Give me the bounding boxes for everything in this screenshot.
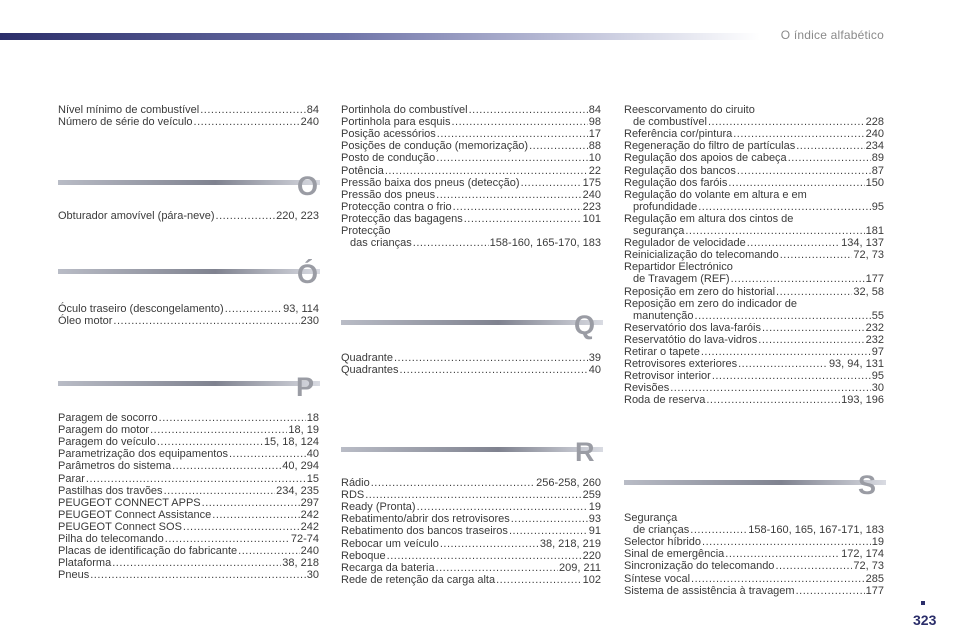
entry-text: Pneus <box>58 569 90 582</box>
entry-page: 193, 196 <box>841 394 884 407</box>
leader-dots <box>690 524 747 536</box>
index-entry <box>58 557 319 569</box>
leader-dots <box>780 249 853 261</box>
entry-page: 17 <box>588 128 601 141</box>
entry-text: RDS <box>341 489 365 502</box>
index-entry <box>58 569 319 581</box>
leader-dots <box>670 382 871 394</box>
entry-text: Recarga da bateria <box>341 561 435 574</box>
index-entry <box>58 303 319 315</box>
leader-dots <box>758 334 864 346</box>
leader-dots <box>762 322 865 334</box>
leader-dots <box>440 538 539 550</box>
entry-text: Pilha do telecomando <box>58 533 164 545</box>
entry-page: 30 <box>871 382 884 395</box>
index-entry <box>341 501 601 513</box>
entry-page: 134, 137 <box>841 237 884 250</box>
entry-page: 40, 294 <box>282 460 319 473</box>
section-letter: S <box>858 470 877 500</box>
entry-page: 15 <box>306 472 319 485</box>
entry-page: 84 <box>306 104 319 116</box>
entry-text: Protecção das bagagens <box>341 212 463 225</box>
leader-dots <box>747 237 840 249</box>
entry-text: Posições de condução (memorização) <box>341 140 529 153</box>
index-entry <box>633 524 884 536</box>
entry-text: Rebocar um veículo <box>341 537 439 550</box>
entry-text: Nível mínimo de combustível <box>58 104 200 116</box>
entry-page: 22 <box>588 164 601 177</box>
entry-text: Potência <box>341 164 384 177</box>
entry-text: Óculo traseiro (descongelamento) <box>58 303 224 315</box>
leader-dots <box>437 128 588 140</box>
entry-page: 10 <box>588 152 601 165</box>
leader-dots <box>691 573 865 585</box>
leader-dots <box>194 116 300 128</box>
entry-page: 220, 223 <box>276 210 319 222</box>
leader-dots <box>728 177 864 189</box>
entry-page: 91 <box>588 525 601 538</box>
entry-page: 285 <box>865 572 884 585</box>
entry-page: 97 <box>871 346 884 358</box>
entry-page: 38, 218 <box>282 557 319 570</box>
index-entry <box>341 574 601 586</box>
entry-text: manutenção <box>633 309 694 322</box>
index-entry <box>341 513 601 525</box>
entry-page: 181 <box>865 225 884 237</box>
leader-dots <box>776 286 852 298</box>
index-entry <box>58 315 319 327</box>
index-entry <box>341 477 601 489</box>
index-entry <box>341 189 601 201</box>
index-heading-line: Regulação em altura dos cintos de <box>624 212 794 225</box>
index-entry <box>633 116 884 128</box>
index-entry <box>341 364 601 376</box>
leader-dots <box>172 460 281 472</box>
leader-dots <box>159 412 306 424</box>
entry-text: Sincronização do telecomando <box>624 560 775 573</box>
index-entry <box>624 573 884 585</box>
entry-text: Placas de identificação do fabricante <box>58 545 238 558</box>
page-number: 323 <box>913 612 937 628</box>
index-entry <box>624 585 884 597</box>
index-entry <box>341 177 601 189</box>
index-entry <box>58 436 319 448</box>
leader-dots <box>796 140 864 152</box>
entry-page: 242 <box>300 520 319 533</box>
leader-dots <box>399 364 587 376</box>
index-entry <box>624 548 884 560</box>
entry-page: 93, 114 <box>283 303 319 315</box>
entry-text: PEUGEOT CONNECT APPS <box>58 496 201 509</box>
entry-page: 89 <box>871 152 884 165</box>
section-letter: Ó <box>297 259 319 289</box>
leader-dots <box>464 213 582 225</box>
index-heading-line: Segurança <box>624 512 678 524</box>
entry-text: Parâmetros do sistema <box>58 460 172 473</box>
index-heading-line: Regulação do volante em altura e em <box>624 188 807 201</box>
leader-dots <box>150 424 287 436</box>
index-entry <box>624 128 884 140</box>
index-entry <box>341 116 601 128</box>
leader-dots <box>509 525 588 537</box>
entry-text: das crianças <box>350 237 412 250</box>
entry-text: Rebatimento/abrir dos retrovisores <box>341 513 510 526</box>
leader-dots <box>788 152 871 164</box>
leader-dots <box>695 310 871 322</box>
leader-dots <box>436 152 588 164</box>
entry-page: 19 <box>871 536 884 549</box>
entry-page: 18, 19 <box>288 424 319 437</box>
leader-dots <box>238 545 299 557</box>
entry-page: 93 <box>588 513 601 526</box>
entry-text: Portinhola para esquis <box>341 116 451 129</box>
entry-page: 242 <box>300 508 319 521</box>
index-entry <box>624 237 884 249</box>
entry-page: 297 <box>300 496 319 509</box>
index-entry <box>341 152 601 164</box>
index-entry <box>58 533 319 545</box>
leader-dots <box>496 574 582 586</box>
leader-dots <box>413 237 489 249</box>
entry-page: 158-160, 165-170, 183 <box>489 237 601 250</box>
leader-dots <box>216 210 276 222</box>
entry-text: Pressão dos pneus <box>341 188 436 201</box>
entry-text: Pastilhas dos travões <box>58 484 163 497</box>
entry-page: 98 <box>588 116 601 129</box>
entry-page: 220 <box>582 549 601 562</box>
leader-dots <box>708 116 865 128</box>
index-entry <box>350 237 601 249</box>
index-entry <box>341 525 601 537</box>
entry-text: segurança <box>633 225 685 237</box>
leader-dots <box>387 550 582 562</box>
index-entry <box>624 334 884 346</box>
leader-dots <box>702 536 871 548</box>
entry-page: 177 <box>865 584 884 597</box>
entry-page: 32, 58 <box>853 285 884 298</box>
leader-dots <box>371 477 535 489</box>
entry-text: Posição acessórios <box>341 128 436 141</box>
index-entry <box>58 521 319 533</box>
index-entry <box>341 550 601 562</box>
index-entry <box>58 460 319 472</box>
section-divider <box>341 320 603 325</box>
leader-dots <box>436 189 581 201</box>
section-divider <box>624 480 886 485</box>
index-entry <box>633 273 884 285</box>
leader-dots <box>183 521 300 533</box>
index-entry <box>341 562 601 574</box>
entry-page: 234, 235 <box>276 484 319 497</box>
entry-page: 230 <box>300 315 319 328</box>
index-entry <box>624 394 884 406</box>
leader-dots <box>796 585 865 597</box>
entry-text: Síntese vocal <box>624 572 691 585</box>
entry-text: Portinhola do combustível <box>341 104 468 116</box>
index-entry <box>624 370 884 382</box>
entry-text: Reinicialização do telecomando <box>624 249 779 262</box>
leader-dots <box>417 501 588 513</box>
entry-page: 93, 94, 131 <box>828 358 884 371</box>
entry-page: 38, 218, 219 <box>539 537 601 550</box>
entry-page: 232 <box>865 321 884 334</box>
index-entry <box>624 165 884 177</box>
leader-dots <box>202 497 300 509</box>
entry-text: PEUGEOT Connect Assistance <box>58 508 212 521</box>
entry-page: 240 <box>300 545 319 558</box>
leader-dots <box>436 562 558 574</box>
index-heading-line: Reescorvamento do ciruito <box>624 104 755 116</box>
index-entry <box>624 322 884 334</box>
entry-page: 223 <box>582 200 601 213</box>
index-entry <box>58 509 319 521</box>
entry-page: 72, 73 <box>853 560 884 573</box>
entry-text: Rebatimento dos bancos traseiros <box>341 525 508 538</box>
entry-page: 240 <box>582 188 601 201</box>
entry-page: 19 <box>588 501 601 514</box>
leader-dots <box>529 140 588 152</box>
index-entry <box>633 201 884 213</box>
leader-dots <box>698 201 871 213</box>
entry-text: Obturador amovível (pára-neve) <box>58 210 215 222</box>
entry-text: Protecção contra o frio <box>341 200 452 213</box>
entry-page: 240 <box>865 128 884 141</box>
entry-text: Posto de condução <box>341 152 436 165</box>
index-entry <box>58 473 319 485</box>
entry-page: 84 <box>588 104 601 116</box>
index-entry <box>341 104 601 116</box>
leader-dots <box>701 346 871 358</box>
index-entry <box>341 165 601 177</box>
entry-text: Regulação dos apoios de cabeça <box>624 152 787 165</box>
index-entry <box>341 352 601 364</box>
leader-dots <box>225 303 282 315</box>
section-divider <box>341 447 603 452</box>
page-marker <box>921 601 925 605</box>
index-entry <box>341 213 601 225</box>
entry-text: Plataforma <box>58 557 112 570</box>
entry-text: Paragem do veículo <box>58 436 156 449</box>
entry-text: Ready (Pronta) <box>341 501 416 514</box>
index-entry <box>341 128 601 140</box>
leader-dots <box>113 315 299 327</box>
index-entry <box>58 448 319 460</box>
leader-dots <box>365 489 581 501</box>
entry-text: Regulação dos bancos <box>624 164 736 177</box>
leader-dots <box>385 165 588 177</box>
entry-text: Sinal de emergência <box>624 548 725 561</box>
leader-dots <box>86 473 306 485</box>
leader-dots <box>157 436 263 448</box>
section-divider <box>58 381 320 386</box>
entry-text: Quadrantes <box>341 364 399 377</box>
leader-dots <box>725 548 840 560</box>
leader-dots <box>229 448 306 460</box>
leader-dots <box>112 557 281 569</box>
entry-page: 232 <box>865 333 884 346</box>
index-heading-line: Reposição em zero do indicador de <box>624 297 798 310</box>
entry-page: 72-74 <box>290 533 319 545</box>
entry-text: Revisões <box>624 382 670 395</box>
leader-dots <box>521 177 582 189</box>
leader-dots <box>706 394 840 406</box>
leader-dots <box>200 104 306 116</box>
index-entry <box>624 382 884 394</box>
header-bar <box>0 33 760 40</box>
entry-text: de crianças <box>633 524 690 537</box>
section-letter: P <box>296 372 315 402</box>
index-entry <box>341 538 601 550</box>
entry-page: 150 <box>865 176 884 189</box>
entry-page: 158-160, 165, 167-171, 183 <box>748 524 884 537</box>
entry-text: Selector híbrido <box>624 536 702 549</box>
entry-page: 15, 18, 124 <box>263 436 319 449</box>
entry-text: Retirar o tapete <box>624 346 700 358</box>
index-entry <box>58 545 319 557</box>
entry-text: Quadrante <box>341 352 393 364</box>
entry-page: 40 <box>306 448 319 461</box>
entry-text: Reboque <box>341 549 386 562</box>
entry-page: 87 <box>871 164 884 177</box>
entry-text: Paragem de socorro <box>58 412 158 424</box>
page-title: O índice alfabético <box>780 28 884 42</box>
leader-dots <box>165 533 290 545</box>
entry-page: 256-258, 260 <box>536 477 601 489</box>
section-divider <box>58 269 320 274</box>
index-entry <box>624 249 884 261</box>
index-entry <box>624 177 884 189</box>
entry-text: Reservatótio do lava-vidros <box>624 333 758 346</box>
index-entry <box>58 485 319 497</box>
entry-page: 72, 73 <box>853 249 884 262</box>
entry-text: Parametrização dos equipamentos <box>58 448 228 461</box>
entry-text: Regulação dos faróis <box>624 176 728 189</box>
entry-text: PEUGEOT Connect SOS <box>58 520 182 533</box>
leader-dots <box>731 273 865 285</box>
entry-text: Número de série do veículo <box>58 116 193 129</box>
index-entry <box>624 286 884 298</box>
entry-page: 259 <box>582 489 601 502</box>
entry-page: 40 <box>588 364 601 377</box>
index-entry <box>58 104 319 116</box>
entry-page: 172, 174 <box>841 548 884 561</box>
index-entry <box>624 346 884 358</box>
entry-text: Referência cor/pintura <box>624 128 733 141</box>
entry-text: Parar <box>58 472 85 485</box>
leader-dots <box>394 352 588 364</box>
entry-text: profundidade <box>633 200 698 213</box>
leader-dots <box>738 358 828 370</box>
index-entry <box>58 412 319 424</box>
entry-text: Paragem do motor <box>58 424 150 437</box>
section-letter: Q <box>574 310 596 340</box>
leader-dots <box>164 485 276 497</box>
entry-page: 240 <box>300 116 319 129</box>
index-entry <box>341 489 601 501</box>
index-entry <box>624 358 884 370</box>
index-entry <box>58 497 319 509</box>
section-letter: O <box>297 171 319 201</box>
index-entry <box>633 310 884 322</box>
section-letter: R <box>575 437 595 467</box>
index-entry <box>633 225 884 237</box>
entry-page: 88 <box>588 140 601 153</box>
leader-dots <box>712 370 871 382</box>
leader-dots <box>451 116 587 128</box>
index-entry <box>58 210 319 222</box>
index-entry <box>624 536 884 548</box>
index-heading-line: Repartidor Electrónico <box>624 261 733 274</box>
entry-text: Rede de retenção da carga alta <box>341 573 496 586</box>
entry-page: 177 <box>865 273 884 286</box>
entry-page: 39 <box>588 352 601 364</box>
index-entry <box>341 140 601 152</box>
section-divider <box>58 180 320 185</box>
index-entry <box>58 424 319 436</box>
entry-page: 95 <box>871 200 884 213</box>
entry-text: Reposição em zero do historial <box>624 285 776 298</box>
index-heading-line: Protecção <box>341 225 391 237</box>
entry-page: 101 <box>582 212 601 225</box>
entry-text: Retrovisores exteriores <box>624 358 738 371</box>
leader-dots <box>212 509 299 521</box>
entry-text: Retrovisor interior <box>624 370 711 383</box>
index-entry <box>58 116 319 128</box>
entry-text: Sistema de assistência à travagem <box>624 584 795 597</box>
entry-text: Roda de reserva <box>624 394 706 407</box>
leader-dots <box>737 165 871 177</box>
entry-page: 30 <box>306 569 319 582</box>
entry-text: Rádio <box>341 477 370 489</box>
entry-page: 55 <box>871 309 884 322</box>
entry-text: de Travagem (REF) <box>633 273 730 286</box>
leader-dots <box>775 560 852 572</box>
entry-text: Óleo motor <box>58 315 113 328</box>
entry-page: 228 <box>865 116 884 129</box>
entry-page: 102 <box>582 573 601 586</box>
leader-dots <box>685 225 864 237</box>
entry-page: 175 <box>582 176 601 189</box>
entry-text: Regeneração do filtro de partículas <box>624 140 796 153</box>
entry-page: 209, 211 <box>558 561 601 574</box>
leader-dots <box>90 569 306 581</box>
leader-dots <box>469 104 588 116</box>
entry-text: Regulador de velocidade <box>624 237 746 250</box>
index-entry <box>341 201 601 213</box>
index-entry <box>624 152 884 164</box>
entry-page: 18 <box>306 412 319 424</box>
leader-dots <box>511 513 588 525</box>
entry-page: 95 <box>871 370 884 383</box>
entry-text: Pressão baixa dos pneus (detecção) <box>341 176 520 189</box>
leader-dots <box>453 201 582 213</box>
entry-page: 234 <box>865 140 884 153</box>
leader-dots <box>733 128 864 140</box>
entry-text: Reservatório dos lava-faróis <box>624 321 761 334</box>
index-entry <box>624 560 884 572</box>
index-entry <box>624 140 884 152</box>
entry-text: de combustível <box>633 116 707 129</box>
